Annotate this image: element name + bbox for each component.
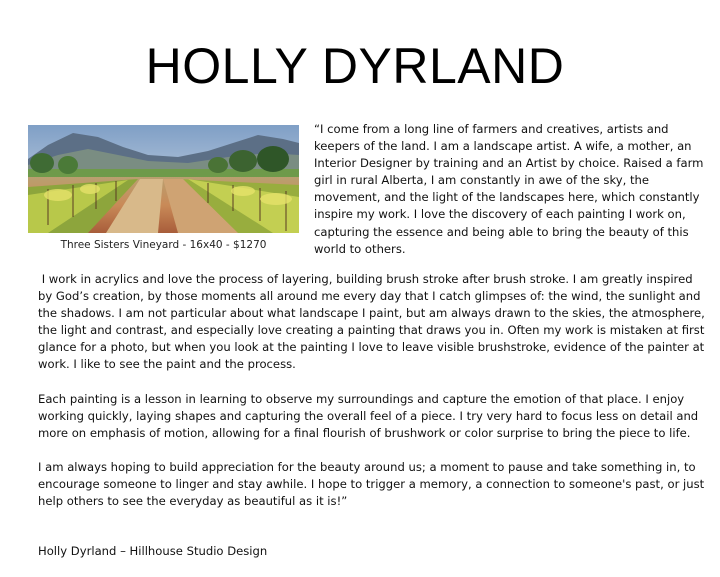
painting-caption: Three Sisters Vineyard - 16x40 - $1270: [60, 239, 267, 251]
page-title: HOLLY DYRLAND: [145, 38, 565, 94]
vineyard-painting-image: [28, 125, 299, 233]
body-text: [38, 271, 710, 527]
signature: Holly Dyrland – Hillhouse Studio Design: [38, 544, 268, 558]
paragraph-appreciation: I am always hoping to build appreciation for the beauty around us; a moment to pause and take something in, to encourage someone to linger and stay awhile. I hope to trigger a memory, a connection to someone's past, or just help others to see the everyday as beautiful as it is!”: [38, 460, 705, 509]
paragraph-lesson: Each painting is a lesson in learning to observe my surroundings and capture the emotion of that place. I enjoy working quickly, laying shapes and capturing the overall feel of a piece. I try very hard to focus less on detail and more on emphasis of motion, allowing for a final flourish of brushwork or color surprise to bring the piece to life.: [38, 391, 699, 440]
intro-paragraph: “I come from a long line of farmers and creatives, artists and keepers of the land. I am a landscape artist. A wife, a mother, an Interior Designer by training and an Artist by choice. Raised a farm girl in rural Alberta, I am constantly in awe of the sky, the movement, and the light of the landscapes here, which constantly inspire my work. I love the discovery of each painting I work on, capturing the essence and being able to bring the beauty of this world to others.: [314, 122, 704, 256]
paragraph-process: I work in acrylics and love the process of layering, building brush stroke after brush stroke. I am greatly inspired by God’s creation, by those moments all around me every day that I catch glimpses of: the wind, the sunlight and the shadows. I am not particular about what landscape I paint, but am always drawn to the skies, the atmosphere, the light and contrast, and especially love creating a painting that draws you in. Often my work is mistaken at first glance for a photo, but when you look at the painting I love to leave visible brushstroke, evidence of the painter at work. I like to see the paint and the process.: [38, 272, 709, 372]
